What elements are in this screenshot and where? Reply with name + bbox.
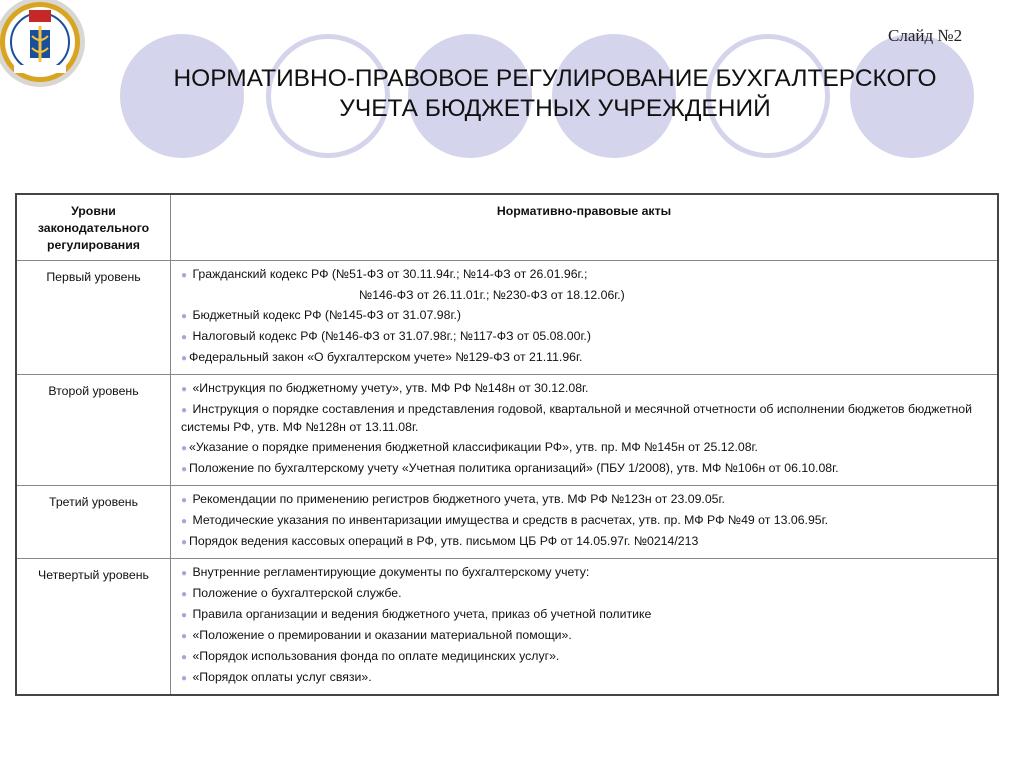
title-line-1: НОРМАТИВНО-ПРАВОВОЕ РЕГУЛИРОВАНИЕ БУХГАЛТЕРСКОГО [173,65,937,92]
bullet-icon: ● [181,610,188,621]
bullet-icon: ● [181,495,188,506]
list-item: ● Налоговый кодекс РФ (№146-ФЗ от 31.07.98г.; №117-ФЗ от 05.08.00г.) [181,329,591,343]
level-cell: Первый уровень [16,261,171,375]
bullet-icon: ● [181,589,188,600]
bullet-icon: ● [181,405,188,416]
slide-number: Слайд №2 [888,26,963,45]
bullet-icon: ● [181,631,188,642]
bullet-icon: ● [181,384,188,395]
list-item: ● Методические указания по инвентаризации имущества и средств в расчетах, утв. пр. МФ РФ №49 от 13.06.95г. [181,513,829,527]
list-item: ● Положение по бухгалтерскому учету «Учетная политика организаций» (ПБУ 1/2008), утв. МФ №106н от 06.10.08г. [181,461,839,475]
acts-cell [171,261,999,375]
table-row [16,261,998,375]
bullet-icon: ● [181,311,188,322]
header-acts: Нормативно-правовые акты [171,194,999,261]
bullet-icon: ● [181,673,188,684]
table-row [16,375,998,486]
bullet-icon: ● [181,332,188,343]
seal-logo [0,0,92,110]
list-item: ● Инструкция о порядке составления и представления годовой, квартальной и месячной отчетности об исполнении бюджетов бюджетной системы РФ, утв. МФ №128н от 13.11.08г. [181,402,972,434]
regulation-table [15,193,999,696]
header-level: Уровни законодательного регулирования [16,194,171,261]
bullet-icon: ● [181,537,188,548]
list-item: ● «Положение о премировании и оказании материальной помощи». [181,628,572,642]
table-header-row [16,194,998,261]
bullet-icon: ● [181,568,188,579]
acts-cell [171,375,999,486]
level-cell: Третий уровень [16,486,171,559]
list-item: ● Федеральный закон «О бухгалтерском учете» №129-ФЗ от 21.11.96г. [181,350,583,364]
list-item: ● Рекомендации по применению регистров бюджетного учета, утв. МФ РФ №123н от 23.09.05г. [181,492,725,506]
bullet-icon: ● [181,652,188,663]
bullet-icon: ● [181,516,188,527]
list-item: ● «Указание о порядке применения бюджетной классификации РФ», утв. пр. МФ №145н от 25.12.08г. [181,440,758,454]
list-item: ● Внутренние регламентирующие документы по бухгалтерскому учету: [181,565,590,579]
list-item: ● Правила организации и ведения бюджетного учета, приказ об учетной политике [181,607,652,621]
level-cell: Четвертый уровень [16,559,171,696]
list-item: ● Порядок ведения кассовых операций в РФ, утв. письмом ЦБ РФ от 14.05.97г. №0214/213 [181,534,699,548]
list-item: ● «Порядок оплаты услуг связи». [181,670,372,684]
bullet-icon: ● [181,464,188,475]
acts-cell [171,486,999,559]
page-title [100,64,1010,124]
acts-cell [171,559,999,696]
table-row [16,559,998,696]
list-item: ● Гражданский кодекс РФ (№51-ФЗ от 30.11.94г.; №14-ФЗ от 26.01.96г.; [181,267,588,281]
list-item: ● Положение о бухгалтерской службе. [181,586,402,600]
title-line-2: УЧЕТА БЮДЖЕТНЫХ УЧРЕЖДЕНИЙ [339,95,771,122]
table-row [16,486,998,559]
list-item: №146-ФЗ от 26.11.01г.; №230-ФЗ от 18.12.06г.) [359,288,625,302]
list-item: ● Бюджетный кодекс РФ (№145-ФЗ от 31.07.98г.) [181,308,461,322]
bullet-icon: ● [181,443,188,454]
level-cell: Второй уровень [16,375,171,486]
list-item: ● «Инструкция по бюджетному учету», утв. МФ РФ №148н от 30.12.08г. [181,381,589,395]
bullet-icon: ● [181,353,188,364]
list-item: ● «Порядок использования фонда по оплате медицинских услуг». [181,649,560,663]
bullet-icon: ● [181,270,188,281]
